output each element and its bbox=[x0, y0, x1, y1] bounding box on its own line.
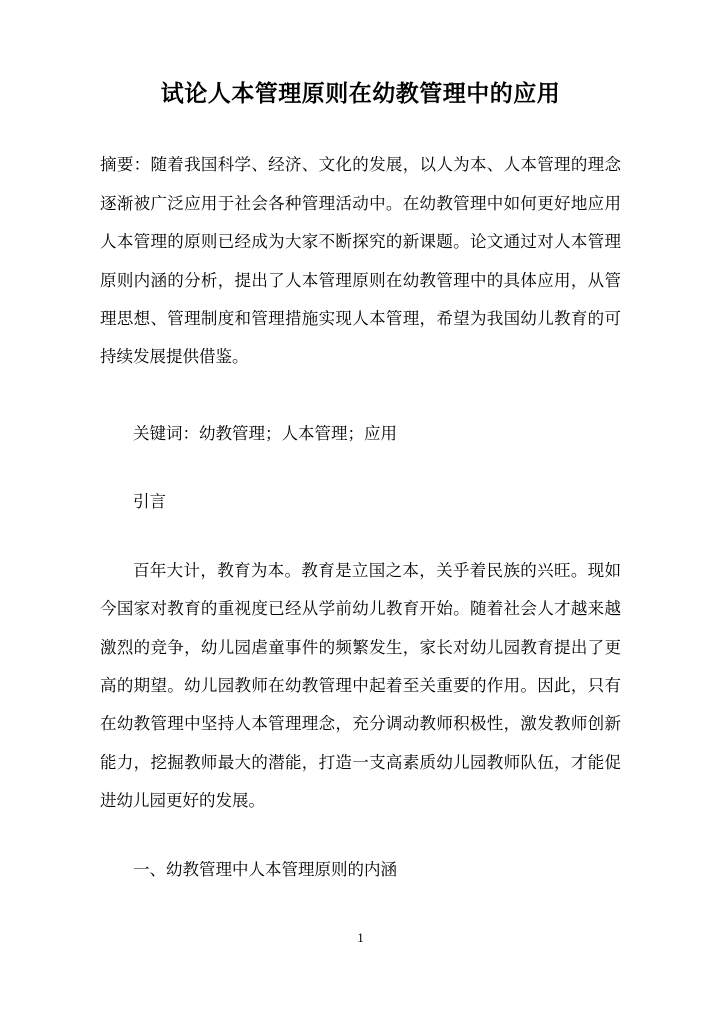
document-body bbox=[100, 78, 621, 889]
spacer bbox=[100, 522, 621, 552]
intro-heading: 引言 bbox=[133, 492, 166, 512]
intro-paragraph: 百年大计，教育为本。教育是立国之本，关乎着民族的兴旺。现如今国家对教育的重视度已经从学前幼儿教育开始。随着社会人才越来越激烈的竞争，幼儿园虐童事件的频繁发生，家长对幼儿园教育提出了更高的期望。幼儿园教师在幼教管理中起着至关重要的作用。因此，只有在幼教管理中坚持人本管理理念，充分调动教师积极性，激发教师创新能力，挖掘教师最大的潜能，打造一支高素质幼儿园教师队伍，才能促进幼儿园更好的发展。 bbox=[100, 560, 621, 811]
spacer bbox=[100, 821, 621, 851]
section-heading-1: 一、幼教管理中人本管理原则的内涵 bbox=[133, 859, 397, 879]
page-number: 1 bbox=[357, 930, 364, 945]
abstract-paragraph: 摘要：随着我国科学、经济、文化的发展，以人为本、人本管理的理念逐渐被广泛应用于社会各种管理活动中。在幼教管理中如何更好地应用人本管理的原则已经成为大家不断探究的新课题。论文通过对人本管理原则内涵的分析，提出了人本管理原则在幼教管理中的具体应用，从管理思想、管理制度和管理措施实现人本管理，希望为我国幼儿教育的可持续发展提供借鉴。 bbox=[100, 155, 621, 367]
spacer bbox=[100, 377, 621, 415]
spacer bbox=[100, 453, 621, 483]
page-title: 试论人本管理原则在幼教管理中的应用 bbox=[160, 81, 561, 106]
keywords-paragraph: 关键词：幼教管理；人本管理；应用 bbox=[133, 423, 397, 443]
